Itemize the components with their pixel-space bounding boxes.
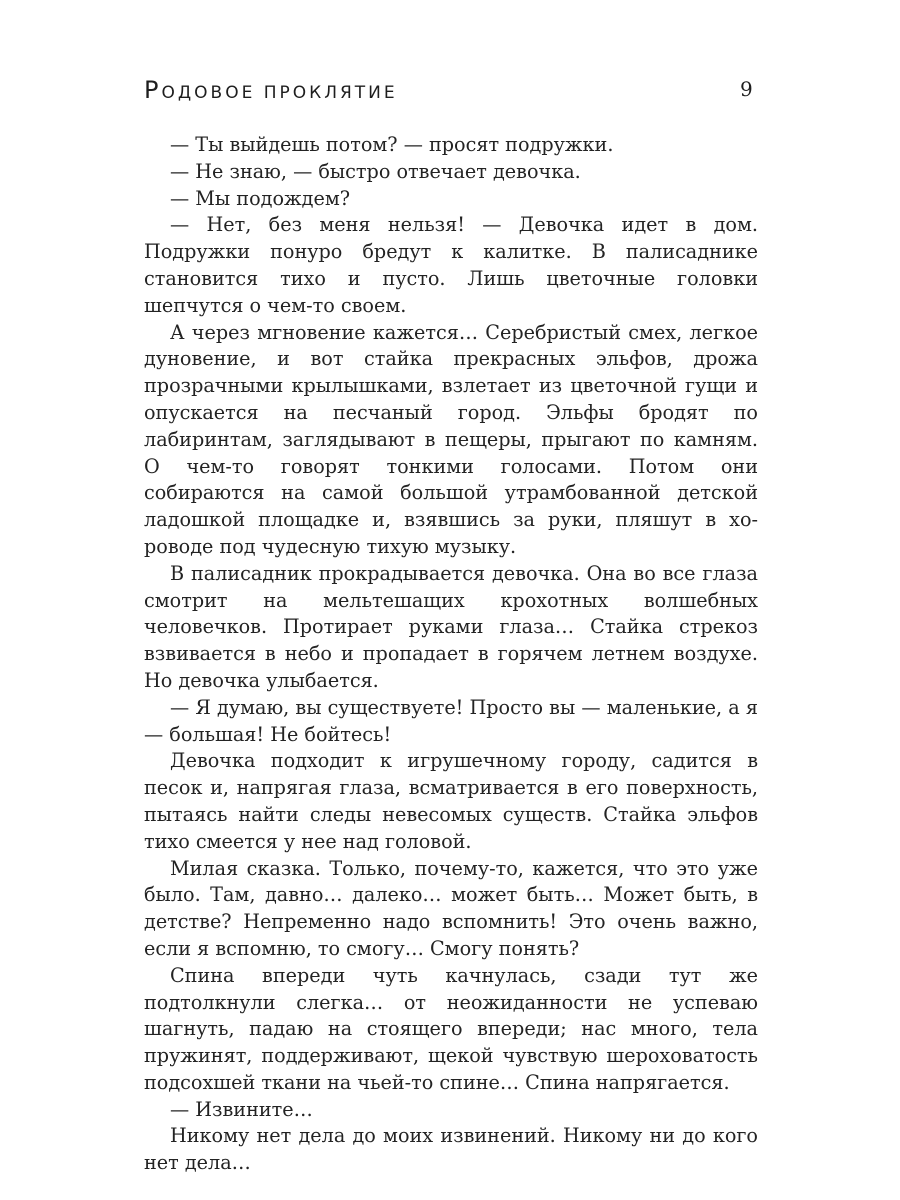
running-head-initial: Р [144,76,162,104]
running-head-rest: ОДОВОЕ ПРОКЛЯТИЕ [161,83,398,103]
paragraph: — Не знаю, — быстро отвечает девочка. [170,159,581,183]
running-head-title [144,76,398,104]
paragraph: Никому нет дела до моих извинений. Никому ни до кого нет дела… [144,1124,758,1175]
paragraph: Девочка подходит к игрушечному городу, садится в песок и, напрягая глаза, всматривается в его поверхность, пытаясь найти следы невесомых существ. Стайка эльфов тихо смеется у нее над головой. [144,749,758,853]
paragraph: Спина впереди чуть качнулась, сзади тут же подтолкнули слегка… от неожиданности не успеваю шагнуть, падаю на стоящего впереди; нас много, тела пружинят, поддерживают, щекой чувствую шероховатость подсохшей ткани на чьей-то спине… Спина напрягается. [144,963,758,1094]
body-text [144,132,758,1177]
paragraph: — Мы подождем? [170,186,351,210]
paragraph: — Нет, без меня нельзя! — Девочка идет в дом. Подружки понуро бредут к калитке. В палисаднике становится тихо и пусто. Лишь цветочные головки шепчутся о чем-то своем. [144,213,758,317]
paragraph: — Ты выйдешь потом? — просят подружки. [170,133,614,156]
paragraph: В палисадник прокрадывается девочка. Она во все глаза смотрит на мельтешащих крохотных волшебных человечков. Протирает руками глаза… Стайка стрекоз взвивается в небо и пропадает в горячем летнем воздухе. Но девочка улыбается. [144,561,758,692]
paragraph: — Извините… [170,1097,313,1121]
page-number: 9 [740,77,753,101]
paragraph: — Я думаю, вы существуете! Просто вы — маленькие, а я — большая! Не бойтесь! [144,695,758,746]
paragraph: А через мгновение кажется… Серебристый смех, легкое дуновение, и вот стайка прекрасных эльфов, дрожа прозрачными крылышками, взлетает из цветочной гущи и опускается на песчаный город. Эльфы бродят по лабиринтам, заглядывают в пещеры, прыгают по камням. О чем-то говорят тонкими голосами. Потом они собираются на самой большой утрамбованной детской ладошкой площадке и, взявшись за руки, пляшут в хороводе под чудесную тихую музыку. [144,320,758,558]
paragraph: Милая сказка. Только, почему-то, кажется, что это уже было. Там, давно… далеко… может быть… Может быть, в детстве? Непременно надо вспомнить! Это очень важно, если я вспомню, то смогу… Смогу понять? [144,856,758,960]
